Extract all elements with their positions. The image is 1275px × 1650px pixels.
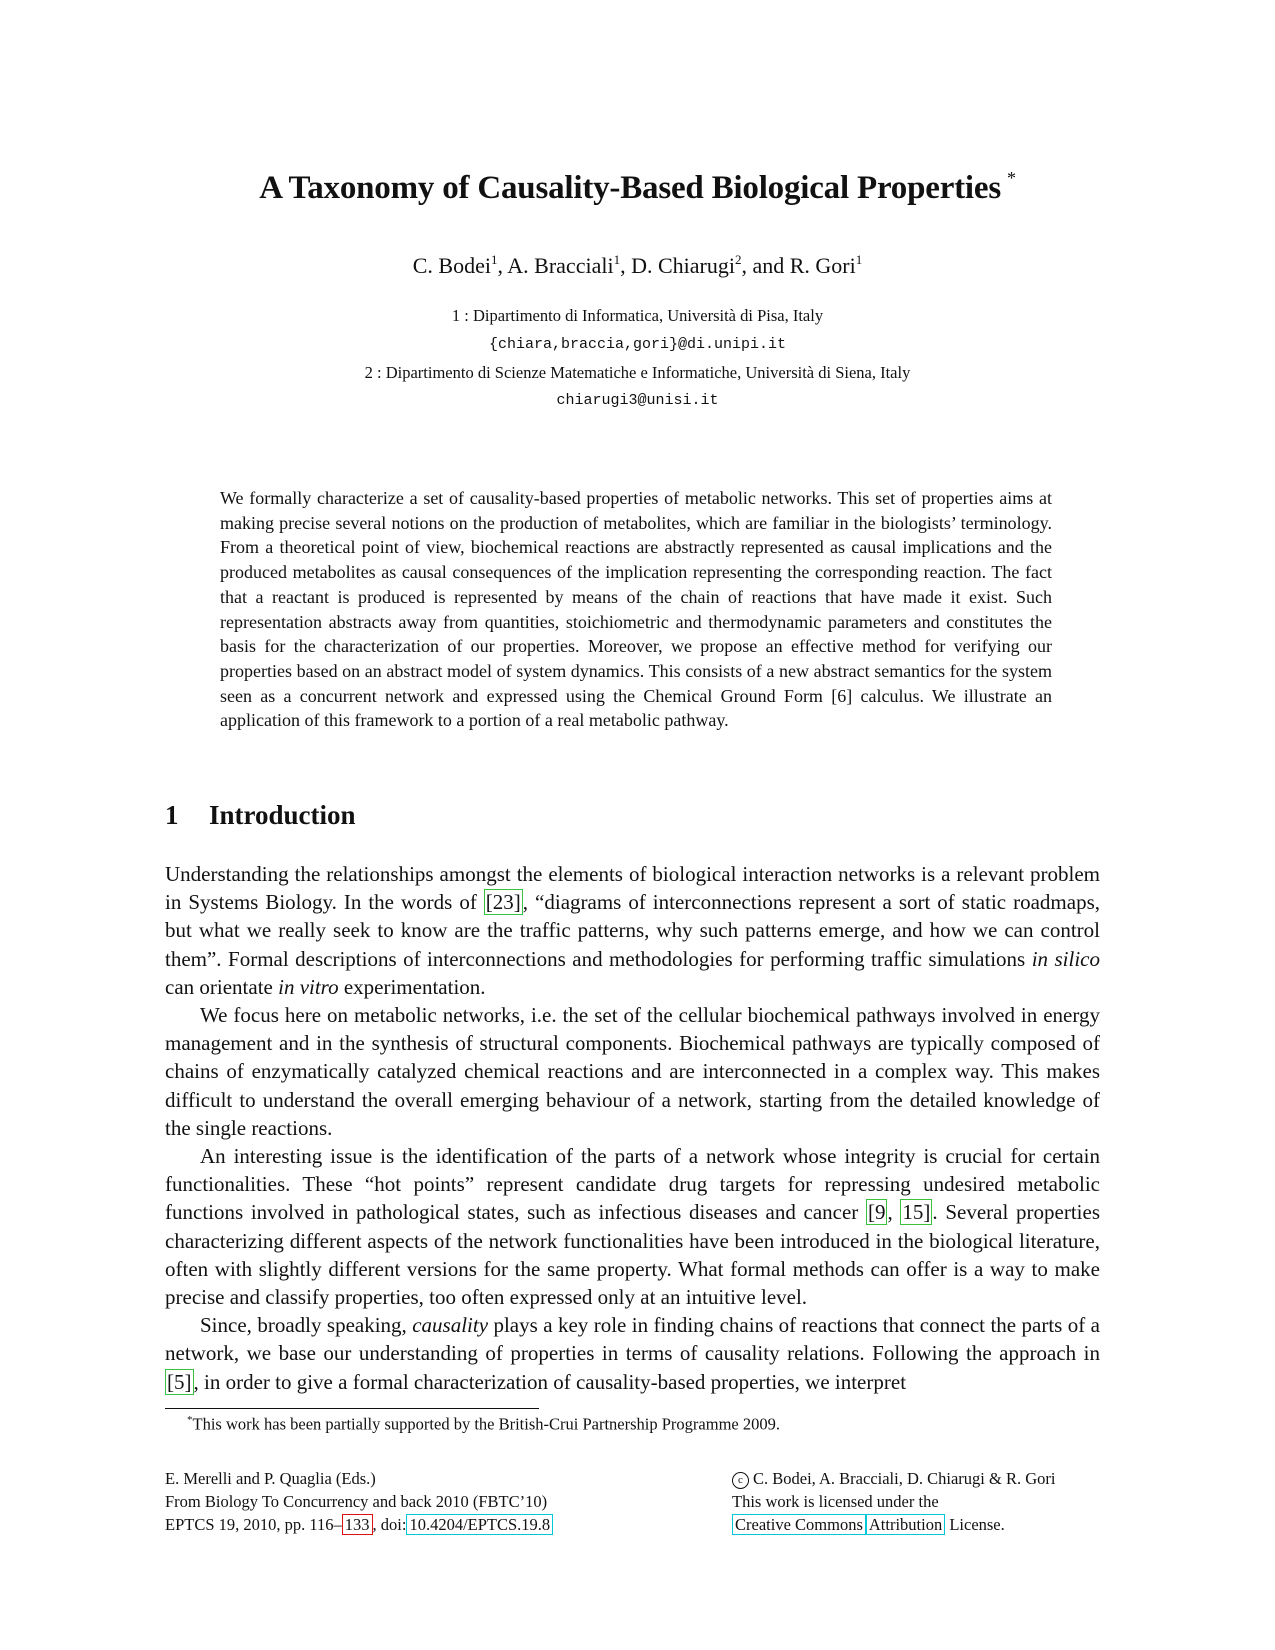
citation-link[interactable]: [9 (867, 1200, 886, 1225)
paragraph: An interesting issue is the identification of the parts of a network whose integrity is crucial for certain functionalities. These “hot points” represent candidate drug targets for repressing undesired metabolic functions involved in pathological states, such as infectious diseases and cancer [9, 15]. Several properties characterizing different aspects of the network functionalities have been introduced in the biological literature, often with slightly different versions for the same property. What formal methods can offer is a way to make precise and classify properties, too often expressed only at an intuitive level. (165, 1144, 1100, 1310)
doi-link[interactable]: 10.4204/EPTCS.19.8 (406, 1514, 553, 1535)
last-page-link[interactable]: 133 (342, 1514, 373, 1535)
citation-link[interactable]: [5] (167, 1369, 192, 1394)
copyright-icon: c (732, 1472, 749, 1489)
paper-title: A Taxonomy of Causality-Based Biological Properties * (259, 168, 1016, 206)
author-name: R. Gori (789, 253, 856, 278)
introduction-body (165, 860, 1100, 1396)
affiliation-2-email: chiarugi3@unisi.it (556, 392, 719, 409)
footnote-rule (165, 1408, 539, 1409)
citation-link[interactable]: 15] (902, 1200, 931, 1225)
author-list: C. Bodei$^1$, A. Bracciali$^1$, D. Chiarugi$^2$, and R. Gori$^1$ (412, 252, 863, 278)
affiliation-1: 1 : Dipartimento di Informatica, Università di Pisa, Italy (451, 306, 824, 325)
publication-info: E. Merelli and P. Quaglia (Eds.) From Biology To Concurrency and back 2010 (FBTC’10) EPTCS 19, 2010, pp. 116– 133 , doi: 10.4204/EPTCS.19.8 (165, 1467, 553, 1536)
paragraph: Since, broadly speaking, causality plays a key role in finding chains of reactions that connect the parts of a network, we base our understanding of properties in terms of causality relations. Following the approach in [5], in order to give a formal characterization of causality-based properties, we interpret (165, 1313, 1100, 1394)
author-name: A. Bracciali (507, 253, 614, 278)
section-heading-introduction: 1 Introduction (165, 800, 356, 830)
creative-commons-link[interactable]: Creative Commons (732, 1514, 866, 1535)
paragraph: Understanding the relationships amongst the elements of biological interaction networks is a relevant problem in Systems Biology. In the words of [23], “diagrams of interconnections represent a sort of static roadmaps, but what we really seek to know are the traffic patterns, why such patterns emerge, and how we can control them”. Formal descriptions of interconnections and methodologies for performing traffic simulations in silico can orientate in vitro experimentation. (165, 862, 1100, 999)
attribution-link[interactable]: Attribution (866, 1514, 945, 1535)
affiliation-2: 2 : Dipartimento di Scienze Matematiche e Informatiche, Università di Siena, Italy (364, 363, 911, 382)
citation-link[interactable]: [23] (485, 890, 521, 915)
author-name: D. Chiarugi (631, 253, 735, 278)
footnote: *This work has been partially supported by the British-Crui Partnership Programme 2009. (187, 1414, 780, 1434)
abstract: We formally characterize a set of causality-based properties of metabolic networks. This set of properties aims at making precise several notions on the production of metabolites, which are familiar in the biologists’ terminology. From a theoretical point of view, biochemical reactions are abstractly represented as causal implications and the produced metabolites as causal consequences of the implication representing the corresponding reaction. The fact that a reactant is produced is represented by means of the chain of reactions that have made it exist. Such representation abstracts away from quantities, stoichiometric and thermodynamic parameters and constitutes the basis for the characterization of our properties. Moreover, we propose an effective method for verifying our properties based on an abstract model of system dynamics. This consists of a new abstract semantics for the system seen as a concurrent network and expressed using the Chemical Ground Form [6] calculus. We illustrate an application of this framework to a portion of a real metabolic pathway. (220, 488, 1052, 731)
affiliation-1-email: {chiara,braccia,gori}@di.unipi.it (488, 336, 787, 353)
license-info: c C. Bodei, A. Bracciali, D. Chiarugi & R. Gori This work is licensed under the Creative Commons Attribution License. (732, 1469, 1056, 1534)
author-name: C. Bodei (412, 253, 491, 278)
paragraph: We focus here on metabolic networks, i.e. the set of the cellular biochemical pathways involved in energy management and in the synthesis of structural components. Biochemical pathways are typically composed of chains of enzymatically catalyzed chemical reactions and are interconnected in a complex way. This makes difficult to understand the overall emerging behaviour of a network, starting from the detailed knowledge of the single reactions. (165, 1003, 1100, 1140)
title-footnote-mark: * (1007, 168, 1016, 188)
